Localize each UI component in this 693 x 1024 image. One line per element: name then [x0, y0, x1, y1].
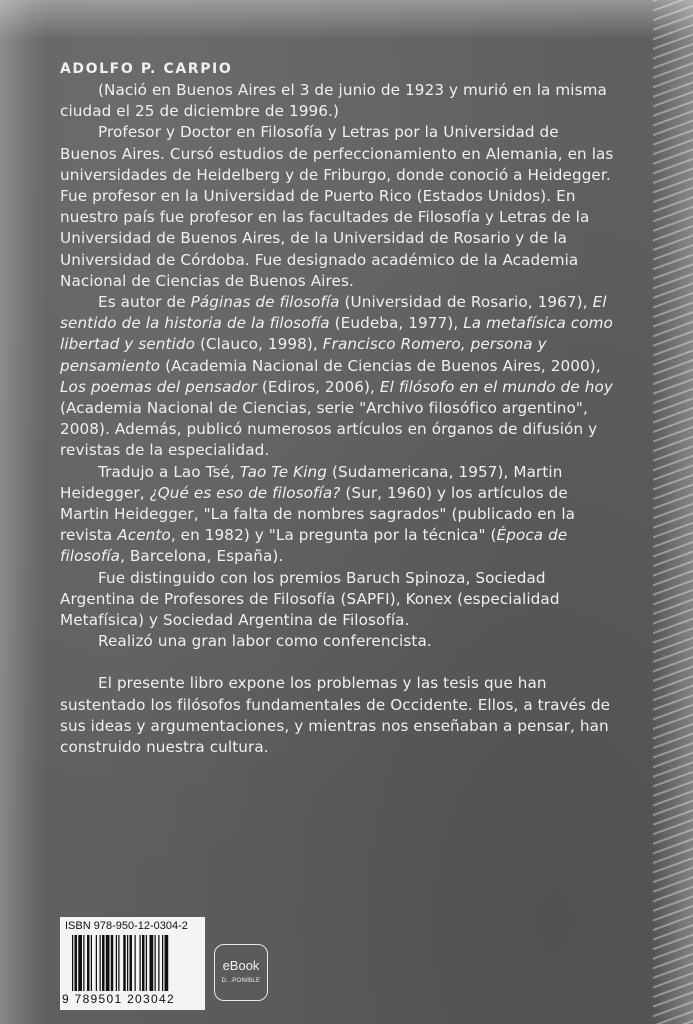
barcode-bar — [96, 935, 97, 991]
barcode-bar — [111, 935, 114, 991]
barcode-bar — [83, 935, 84, 991]
barcode-bar — [155, 935, 156, 991]
barcode-bar — [87, 935, 90, 991]
barcode-bar — [162, 935, 163, 991]
barcode-bar — [146, 935, 147, 991]
barcode-bar — [135, 935, 136, 991]
text-run: (Sur, 1960) y los artículos de Martin Heidegger, "La falta de nombres sagrados" (publicado en la revista — [60, 483, 576, 545]
barcode-bar — [102, 935, 105, 991]
book-title-italic: Los poemas del pensador — [60, 377, 257, 396]
barcode-bar — [72, 935, 73, 991]
barcode-bar — [75, 935, 78, 991]
plastic-wrap-reflection-right — [653, 0, 693, 1024]
isbn-barcode — [60, 917, 205, 1010]
text-run: Es autor de — [98, 293, 191, 312]
barcode-bar — [142, 935, 145, 991]
barcode-bars — [72, 935, 197, 993]
bio-paragraph-career: Profesor y Doctor en Filosofía y Letras por la Universidad de Buenos Aires. Cursó estudios de perfeccionamiento en Alemania, en las universidades de Heidelberg y de Friburgo, donde conoció a Heidegger. Fue profesor en la Universidad de Puerto Rico (Estados Unidos). En nuestro país fue profesor en las facultades de Filosofía y Letras de la Universidad de Buenos Aires, de la Universidad de Rosario y de la Universidad de Córdoba. Fue designado académico de la Academia Nacional de Ciencias de Buenos Aires. — [60, 123, 614, 290]
bio-paragraph-translations — [60, 462, 620, 568]
book-title-italic: El filósofo en el mundo de hoy — [379, 377, 613, 396]
barcode-bar — [140, 935, 141, 991]
barcode-bar — [78, 935, 82, 991]
book-description: El presente libro expone los problemas y las tesis que han sustentado los filósofos fundamentales de Occidente. Ellos, a través de sus ideas y argumentaciones, y mientras nos enseñaban a pensar, han construido nuestra cultura. — [60, 674, 611, 757]
bio-paragraph-works — [60, 292, 620, 462]
text-run: (Ediros, 2006), — [256, 377, 380, 396]
barcode-bar — [150, 935, 154, 991]
book-title-italic: ¿Qué es eso de filosofía? — [149, 483, 341, 502]
author-name: ADOLFO P. CARPIO — [60, 61, 233, 77]
barcode-bar — [116, 935, 117, 991]
book-title-italic: Francisco Romero, persona y pensamiento — [60, 335, 547, 375]
book-title-italic: Tao Te King — [239, 462, 328, 481]
barcode-bar — [106, 935, 110, 991]
plastic-wrap-reflection-top — [0, 0, 693, 40]
ebook-badge-subtitle: D. .PONIBLE — [221, 978, 261, 984]
barcode-bar — [165, 935, 169, 991]
text-run: , en 1982) y "La pregunta por la técnica" ( — [170, 526, 497, 545]
bio-paragraph-lectures: Realizó una gran labor como conferencista. — [98, 632, 432, 651]
barcode-bar — [158, 935, 159, 991]
ebook-available-badge — [214, 944, 268, 1001]
barcode-bar — [91, 935, 92, 991]
book-title-italic: La metafísica como libertad y sentido — [60, 314, 613, 354]
book-title-italic: Acento — [117, 526, 171, 545]
text-run: (Universidad de Rosario, 1967), — [339, 293, 593, 312]
barcode-bar — [130, 935, 133, 991]
book-title-italic: El sentido de la historia de la filosofía — [60, 293, 607, 333]
bio-paragraph-birth: (Nació en Buenos Aires el 3 de junio de 1923 y murió en la misma ciudad el 25 de diciembre de 1996.) — [60, 81, 607, 121]
text-run: (Eudeba, 1977), — [329, 314, 464, 333]
barcode-digits: 9 789501 203042 — [62, 992, 175, 1006]
barcode-bar — [127, 935, 128, 991]
biography-text — [60, 58, 620, 758]
book-title-italic: Páginas de filosofía — [190, 293, 340, 312]
text-run: , Barcelona, España). — [120, 547, 284, 566]
barcode-bar — [100, 935, 101, 991]
ebook-badge-title: eBook — [222, 958, 260, 973]
text-run: Tradujo a Lao Tsé, — [98, 462, 240, 481]
text-run: (Academia Nacional de Ciencias de Buenos Aires, 2000), — [160, 356, 601, 375]
text-run: (Clauco, 1998), — [195, 335, 323, 354]
paragraph-spacer — [60, 652, 620, 673]
barcode-bar — [123, 935, 126, 991]
text-run: (Academia Nacional de Ciencias, serie "Archivo filosófico argentino", 2008). Además, publicó numerosos artículos en órganos de difusión y revistas de la especialidad. — [60, 399, 598, 460]
bio-paragraph-awards: Fue distinguido con los premios Baruch Spinoza, Sociedad Argentina de Profesores de Filosofía (SAPFI), Konex (especialidad Metafísica) y Sociedad Argentina de Filosofía. — [60, 568, 560, 630]
plastic-wrap-reflection-left — [0, 0, 48, 1024]
book-title-italic: Época de filosofía — [60, 526, 568, 566]
barcode-bar — [118, 935, 119, 991]
text-run: (Sudamericana, 1957), Martin Heidegger, — [60, 462, 563, 502]
isbn-label: ISBN 978-950-12-0304-2 — [65, 920, 188, 932]
